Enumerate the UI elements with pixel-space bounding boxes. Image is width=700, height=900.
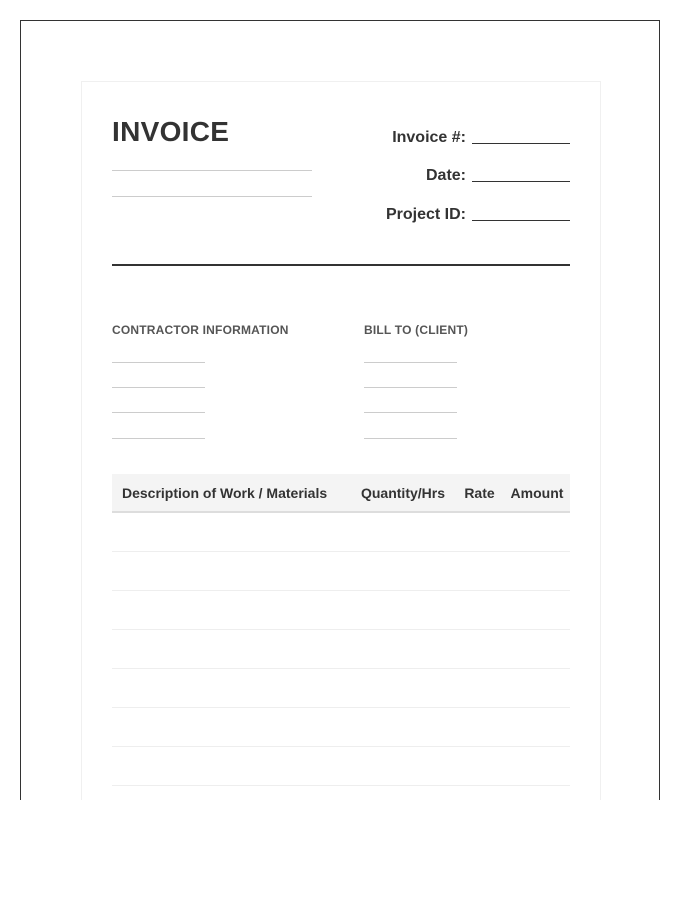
contractor-line-4[interactable] (112, 438, 205, 439)
invoice-number-row (392, 129, 570, 147)
invoice-title: INVOICE (112, 116, 230, 147)
contractor-information-label: CONTRACTOR INFORMATION (112, 323, 289, 337)
contractor-line-2[interactable] (112, 387, 205, 388)
company-address-line-1[interactable] (112, 170, 312, 171)
date-field[interactable] (472, 180, 570, 182)
line-items-table (112, 474, 570, 800)
column-header-quantity: Quantity/Hrs (360, 484, 445, 501)
client-line-1[interactable] (364, 362, 457, 363)
client-line-2[interactable] (364, 387, 457, 388)
client-line-4[interactable] (364, 438, 457, 439)
table-row[interactable] (112, 513, 570, 552)
invoice-number-field[interactable] (472, 142, 570, 144)
project-id-row (386, 206, 570, 224)
header-divider (112, 264, 570, 266)
client-line-3[interactable] (364, 412, 457, 413)
table-row[interactable] (112, 630, 570, 669)
contractor-line-1[interactable] (112, 362, 205, 363)
table-row[interactable] (112, 708, 570, 747)
company-address-line-2[interactable] (112, 196, 312, 197)
column-header-description: Description of Work / Materials (122, 484, 328, 501)
table-row[interactable] (112, 552, 570, 591)
table-body (112, 513, 570, 800)
table-row[interactable] (112, 747, 570, 786)
invoice-number-label: Invoice #: (392, 129, 466, 146)
column-header-rate: Rate (464, 484, 495, 501)
project-id-field[interactable] (472, 219, 570, 221)
table-row[interactable] (112, 786, 570, 800)
invoice-sheet (81, 81, 601, 800)
date-row (426, 167, 570, 185)
table-row[interactable] (112, 591, 570, 630)
contractor-line-3[interactable] (112, 412, 205, 413)
column-header-amount: Amount (510, 484, 564, 501)
table-row[interactable] (112, 669, 570, 708)
date-label: Date: (425, 167, 466, 184)
table-header (112, 474, 570, 513)
bill-to-label: BILL TO (CLIENT) (364, 323, 469, 337)
project-id-label: Project ID: (385, 206, 466, 223)
page-frame (20, 20, 660, 800)
